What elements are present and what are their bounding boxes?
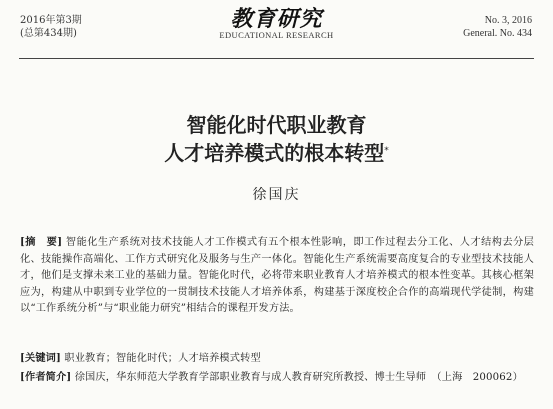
author-info-label-open: [ — [20, 371, 25, 383]
title-footnote-mark: * — [384, 146, 389, 156]
abstract-label-text: 摘 要 — [24, 236, 58, 248]
keywords-paragraph — [20, 350, 534, 368]
keywords-label-close: ] — [56, 352, 61, 364]
total-issue-number: (总第434期) — [20, 28, 77, 39]
abstract-text: 智能化生产系统对技术技能人才工作模式有五个根本性影响，即工作过程去分工化、人才结构去分层化、技能操作高端化、工作方式研究化及服务与生产一体化。智能化生产系统需要高度复合的专业型技术技能人才，他们是支撑未来工业的基础力量。智能化时代，必将带来职业教育人才培养模式的根本性变革。其核心框架应为，构建从中职到专业学位的一贯制技术技能人才培养体系，构建基于深度校企合作的高端现代学徒制，构建以“工作系统分析”与“职业能力研究”相结合的课程开发方法。 — [20, 237, 534, 314]
article-title — [0, 111, 553, 167]
author-info-text: 徐国庆，华东师范大学教育学部职业教育与成人教育研究所教授、博士生导师 （上海 200062） — [74, 372, 523, 383]
title-line-2 — [0, 139, 553, 167]
issue-info-english — [463, 14, 532, 40]
abstract-label — [20, 236, 62, 248]
journal-logo: 教育研究 — [230, 6, 323, 32]
header-rule — [19, 58, 534, 59]
keywords-text: 职业教育；智能化时代；人才培养模式转型 — [64, 353, 261, 364]
abstract-label-close: ] — [57, 236, 63, 248]
issue-number: 2016年第3期 — [20, 15, 82, 26]
keywords-label — [20, 352, 61, 364]
journal-english-name: EDUCATIONAL RESEARCH — [219, 30, 334, 40]
abstract-label-open: [ — [20, 236, 25, 248]
author-info-label-close: ] — [66, 371, 72, 383]
author-info-paragraph — [20, 369, 534, 387]
issue-number-english: No. 3, 2016 — [484, 15, 532, 26]
article-author: 徐国庆 — [252, 187, 301, 203]
keywords-label-text: 关键词 — [24, 352, 56, 364]
keywords-label-open: [ — [20, 352, 25, 364]
author-info-label-text: 作者简介 — [24, 371, 67, 383]
author-info-label — [20, 371, 71, 383]
general-number-english: General. No. 434 — [463, 28, 532, 39]
title-line-2-text: 人才培养模式的根本转型 — [164, 141, 385, 165]
title-line-1: 智能化时代职业教育 — [186, 113, 367, 137]
abstract-paragraph — [20, 234, 534, 318]
